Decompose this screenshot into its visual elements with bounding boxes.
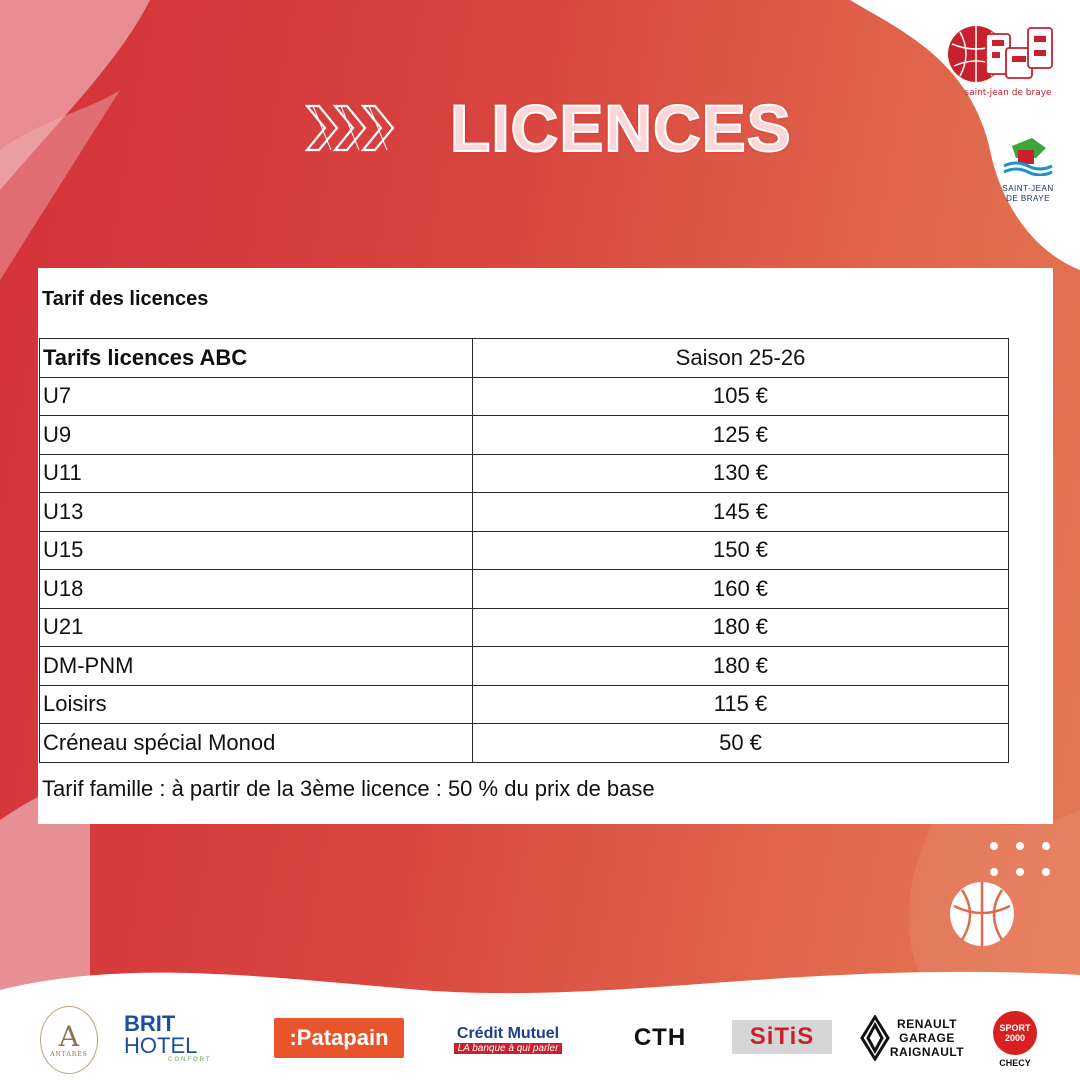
category-cell: U18 [40, 570, 473, 609]
city-logo [1002, 136, 1054, 176]
club-logo-tagline: saint-jean de braye [964, 88, 1052, 98]
renault-diamond-icon [860, 1015, 890, 1061]
table-row [40, 454, 1009, 493]
price-cell: 105 € [473, 377, 1009, 416]
sponsor-brit-hotel-logo [124, 1011, 250, 1063]
brit-hotel-word: HOTEL [124, 1033, 198, 1058]
category-cell: Loisirs [40, 685, 473, 724]
basketball-icon [948, 880, 1016, 948]
triple-chevron-arrow-icon [305, 100, 397, 156]
sponsor-bar [0, 998, 1080, 1080]
table-row [40, 647, 1009, 686]
sport2000-badge [993, 1011, 1037, 1055]
renault-text [890, 1017, 964, 1059]
sponsor-cth-logo [614, 1018, 706, 1058]
price-cell: 125 € [473, 416, 1009, 455]
header-category: Tarifs licences ABC [40, 339, 473, 378]
city-name-line2: DE BRAYE [1006, 194, 1050, 203]
category-cell: U11 [40, 454, 473, 493]
sponsor-sitis-logo: SiTiS [732, 1020, 832, 1054]
price-cell: 130 € [473, 454, 1009, 493]
table-row [40, 570, 1009, 609]
category-cell: U7 [40, 377, 473, 416]
category-cell: Créneau spécial Monod [40, 724, 473, 763]
table-row [40, 493, 1009, 532]
price-cell: 160 € [473, 570, 1009, 609]
city-logo-text [990, 184, 1066, 204]
brit-hotel-sub: CONFORT [168, 1057, 212, 1063]
credit-mutuel-name: Crédit Mutuel [456, 1024, 560, 1042]
price-cell: 180 € [473, 608, 1009, 647]
sponsor-patapain-logo: :Patapain [274, 1018, 404, 1058]
table-header-row [40, 339, 1009, 378]
category-cell: U13 [40, 493, 473, 532]
sport2000-line2: 2000 [1004, 1032, 1026, 1043]
family-discount-note: Tarif famille : à partir de la 3ème licence : 50 % du prix de base [42, 776, 655, 801]
table-row [40, 531, 1009, 570]
sport2000-line1: SPORT [999, 1022, 1031, 1033]
table-row [40, 377, 1009, 416]
table-row [40, 416, 1009, 455]
sponsor-renault-logo [856, 1008, 968, 1068]
category-cell: DM-PNM [40, 647, 473, 686]
card-title: Tarif des licences [42, 288, 209, 310]
license-price-table [39, 338, 1009, 763]
license-price-card [38, 268, 1053, 824]
renault-line1: RENAULT [897, 1017, 957, 1031]
brit-brand: BRIT [124, 1011, 176, 1036]
category-cell: U9 [40, 416, 473, 455]
table-row [40, 608, 1009, 647]
antares-name: ANTARES [50, 1050, 88, 1058]
price-cell: 150 € [473, 531, 1009, 570]
renault-line3: RAIGNAULT [889, 1045, 965, 1059]
sponsor-antares-logo [40, 1006, 98, 1074]
sponsor-credit-mutuel-logo [438, 1020, 578, 1058]
city-name-line1: SAINT-JEAN [1002, 184, 1054, 193]
sponsor-sport2000-logo [992, 1006, 1038, 1072]
price-cell: 180 € [473, 647, 1009, 686]
table-row [40, 724, 1009, 763]
sport2000-city: CHECY [999, 1057, 1031, 1068]
category-cell: U15 [40, 531, 473, 570]
price-cell: 145 € [473, 493, 1009, 532]
credit-mutuel-slogan: LA banque à qui parler [454, 1043, 563, 1054]
cth-wordmark: CTH [633, 1024, 687, 1051]
table-row [40, 685, 1009, 724]
antares-monogram: A [58, 1019, 80, 1053]
renault-line2: GARAGE [899, 1031, 955, 1045]
price-cell: 115 € [473, 685, 1009, 724]
price-cell: 50 € [473, 724, 1009, 763]
category-cell: U21 [40, 608, 473, 647]
page-title: LICENCES [450, 91, 792, 165]
header-season: Saison 25-26 [473, 339, 1009, 378]
brit-hotel-wordmark [124, 1013, 250, 1057]
